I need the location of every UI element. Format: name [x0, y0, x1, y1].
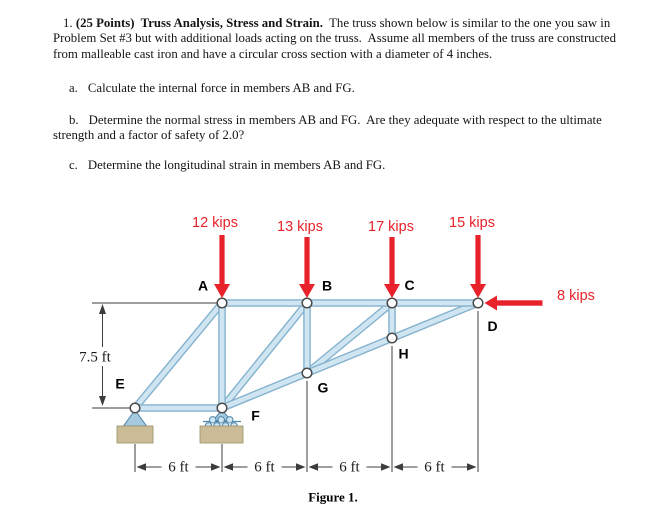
load-arrow-down-icon — [299, 237, 315, 298]
roller-support-F — [200, 410, 243, 443]
load-arrow-left-icon — [485, 296, 543, 311]
item-c-text: Determine the longitudinal strain in members AB and FG. — [87, 158, 386, 173]
joint-F-node — [217, 403, 227, 413]
joint-label-E: E — [115, 375, 125, 392]
item-b-label: b. — [69, 112, 79, 127]
load-label-15kips: 15 kips — [449, 215, 495, 231]
joint-label-F: F — [251, 407, 260, 424]
joint-label-A: A — [197, 277, 209, 294]
load-label-12kips: 12 kips — [192, 215, 238, 231]
dim-span-label: 6 ft — [339, 459, 360, 476]
joint-C-node — [387, 298, 397, 308]
load-arrow-down-icon — [470, 235, 486, 298]
dim-height-label: 7.5 ft — [79, 349, 111, 366]
load-label-17kips: 17 kips — [368, 219, 414, 235]
joint-E-node — [130, 403, 140, 413]
joint-H-node — [387, 333, 397, 343]
load-label-13kips: 13 kips — [277, 219, 323, 235]
item-a-text: Calculate the internal force in members AB and FG. — [87, 81, 355, 96]
joint-label-D: D — [487, 318, 498, 334]
joint-D-node — [473, 298, 483, 308]
problem-points: (25 Points) — [75, 16, 135, 30]
pin-support-E — [117, 410, 153, 443]
member-GC — [307, 303, 392, 373]
figure-caption: Figure 1. — [308, 489, 358, 505]
dim-span-label: 6 ft — [168, 459, 189, 476]
load-arrow-down-icon — [214, 235, 230, 298]
problem-number: 1. — [63, 16, 73, 30]
joint-label-C: C — [404, 277, 415, 293]
joint-label-H: H — [398, 345, 409, 362]
dim-span-label: 6 ft — [254, 459, 275, 476]
dim-span-label: 6 ft — [424, 459, 445, 476]
joint-label-G: G — [317, 379, 329, 396]
load-label-8kips: 8 kips — [557, 288, 595, 304]
item-a-label: a. — [69, 81, 78, 96]
load-arrow-down-icon — [384, 237, 400, 298]
load-arrows — [214, 235, 543, 311]
joint-label-B: B — [321, 277, 333, 294]
joint-A-node — [217, 298, 227, 308]
problem-body: The truss shown below is similar to the one you saw in Problem Set #3 but with additional loads acting on the truss. Assume all members of the truss are constructed from malleable cast iron and have a circular cross section with a diameter of 4 inches. — [53, 16, 620, 61]
item-b-text: Determine the normal stress in members AB and FG. Are they adequate with respect to the ultimate strength and a factor of safety of 2.0? — [53, 112, 605, 143]
joint-G-node — [302, 368, 312, 378]
member-EA — [135, 303, 222, 408]
problem-title: Truss Analysis, Stress and Strain. — [140, 16, 323, 30]
joint-B-node — [302, 298, 312, 308]
item-c-label: c. — [69, 158, 78, 173]
